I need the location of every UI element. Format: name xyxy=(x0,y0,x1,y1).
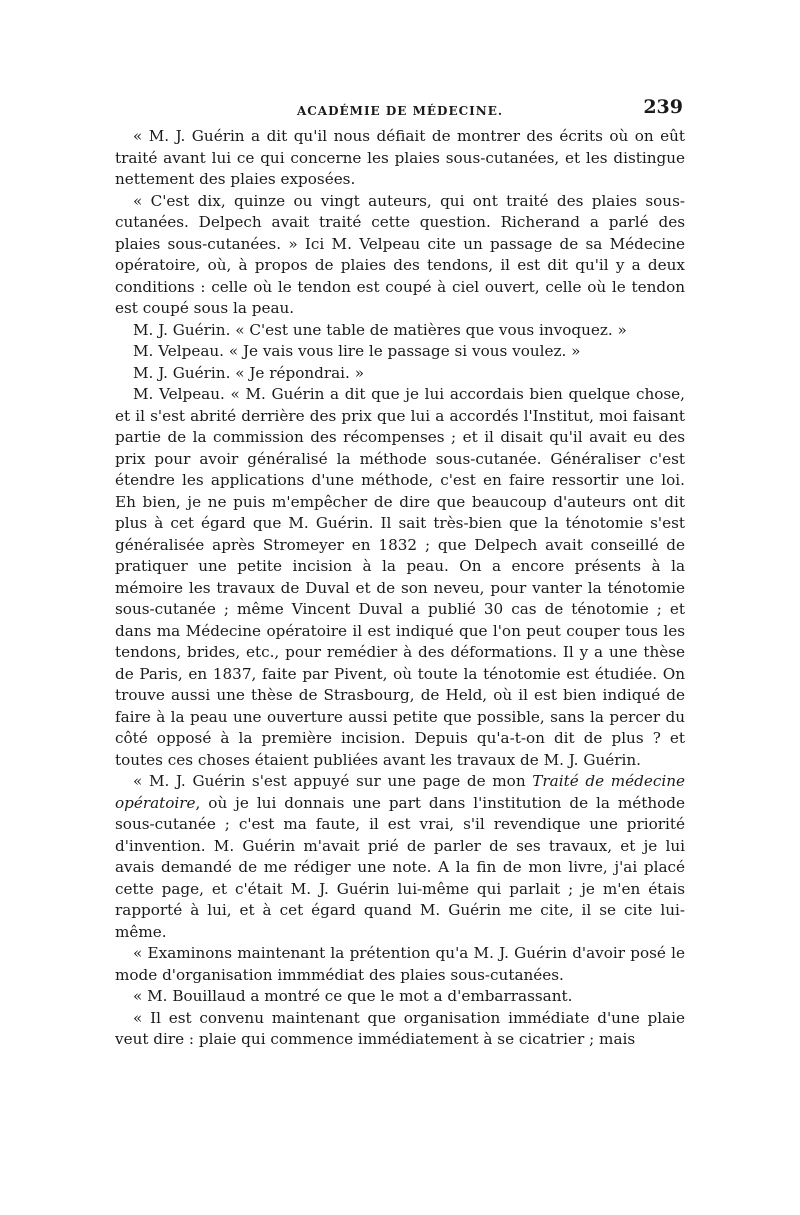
document-page xyxy=(115,96,685,1051)
paragraph: « Examinons maintenant la prétention qu'a M. J. Guérin d'avoir posé le mode d'organisation immmédiat des plaies sous-cutanées. xyxy=(115,944,685,984)
running-title: ACADÉMIE DE MÉDECINE. xyxy=(296,104,504,118)
paragraph: M. Velpeau. « Je vais vous lire le passage si vous voulez. » xyxy=(133,342,581,360)
paragraph: « M. Bouillaud a montré ce que le mot a d'embarrassant. xyxy=(133,987,573,1005)
paragraph: M. J. Guérin. « Je répondrai. » xyxy=(133,363,364,382)
text-run: , où je lui donnais une part dans l'institution de la méthode sous-cutanée ; c'est ma faute, il est vrai, s'il revendique une priorité d'invention. M. Guérin m'avait prié de parler de ses travaux, et je lui avais demandé de me rédiger une note. A la fin de mon livre, j'ai placé cette page, et c'était M. J. Guérin lui-même qui parlait ; je m'en étais rapporté à lui, et à cet égard quand M. Guérin me cite, il se cite lui-même. xyxy=(115,793,685,941)
body-text xyxy=(115,126,685,1051)
paragraph: « C'est dix, quinze ou vingt auteurs, qui ont traité des plaies sous-cutanées. Delpech avait traité cette question. Richerand a parlé des plaies sous-cutanées. » Ici M. Velpeau cite un passage de sa Médecine opératoire, où, à propos de plaies des tendons, il est dit qu'il y a deux conditions : celle où le tendon est coupé à ciel ouvert, celle où le tendon est coupé sous la peau. xyxy=(115,191,685,317)
running-head xyxy=(115,96,685,126)
page-number: 239 xyxy=(643,96,683,118)
paragraph: « M. J. Guérin a dit qu'il nous défiait de montrer des écrits où on eût traité avant lui ce qui concerne les plaies sous-cutanées, et les distingue nettement des plaies exposées. xyxy=(115,127,685,188)
paragraph: M. Velpeau. « M. Guérin a dit que je lui accordais bien quelque chose, et il s'est abrité derrière des prix que lui a accordés l'Institut, moi faisant partie de la commission des récompenses ; et il disait qu'il avait eu des prix pour avoir généralisé la méthode sous-cutanée. Généraliser c'est étendre les applications d'une méthode, c'est en faire ressortir une loi. Eh bien, je ne puis m'empêcher de dire que beaucoup d'auteurs ont dit plus à cet égard que M. Guérin. Il sait très-bien que la ténotomie s'est généralisée après Stromeyer en 1832 ; que Delpech avait conseillé de pratiquer une petite incision à la peau. On a encore présents à la mémoire les travaux de Duval et de son neveu, pour vanter la ténotomie sous-cutanée ; même Vincent Duval a publié 30 cas de ténotomie ; et dans ma Médecine opératoire il est indiqué que l'on peut couper tous les tendons, brides, etc., pour remédier à des déformations. Il y a une thèse de Paris, en 1837, faite par Pivent, où toute la ténotomie est étudiée. On trouve aussi une thèse de Strasbourg, de Held, où il est bien indiqué de faire à la peau une ouverture aussi petite que possible, sans la percer du côté opposé à la première incision. Depuis qu'a-t-on dit de plus ? et toutes ces choses étaient publiées avant les travaux de M. J. Guérin. xyxy=(115,385,685,769)
book-title: Traité de médecine opératoire xyxy=(115,772,685,812)
paragraph-with-italic xyxy=(115,771,685,943)
paragraph: M. J. Guérin. « C'est une table de matières que vous invoquez. » xyxy=(133,320,627,339)
text-run: « M. J. Guérin s'est appuyé sur une page de mon xyxy=(133,772,533,790)
paragraph: « Il est convenu maintenant que organisation immédiate d'une plaie veut dire : plaie qui commence immédiatement à se cicatrier ; mais xyxy=(115,1008,685,1048)
